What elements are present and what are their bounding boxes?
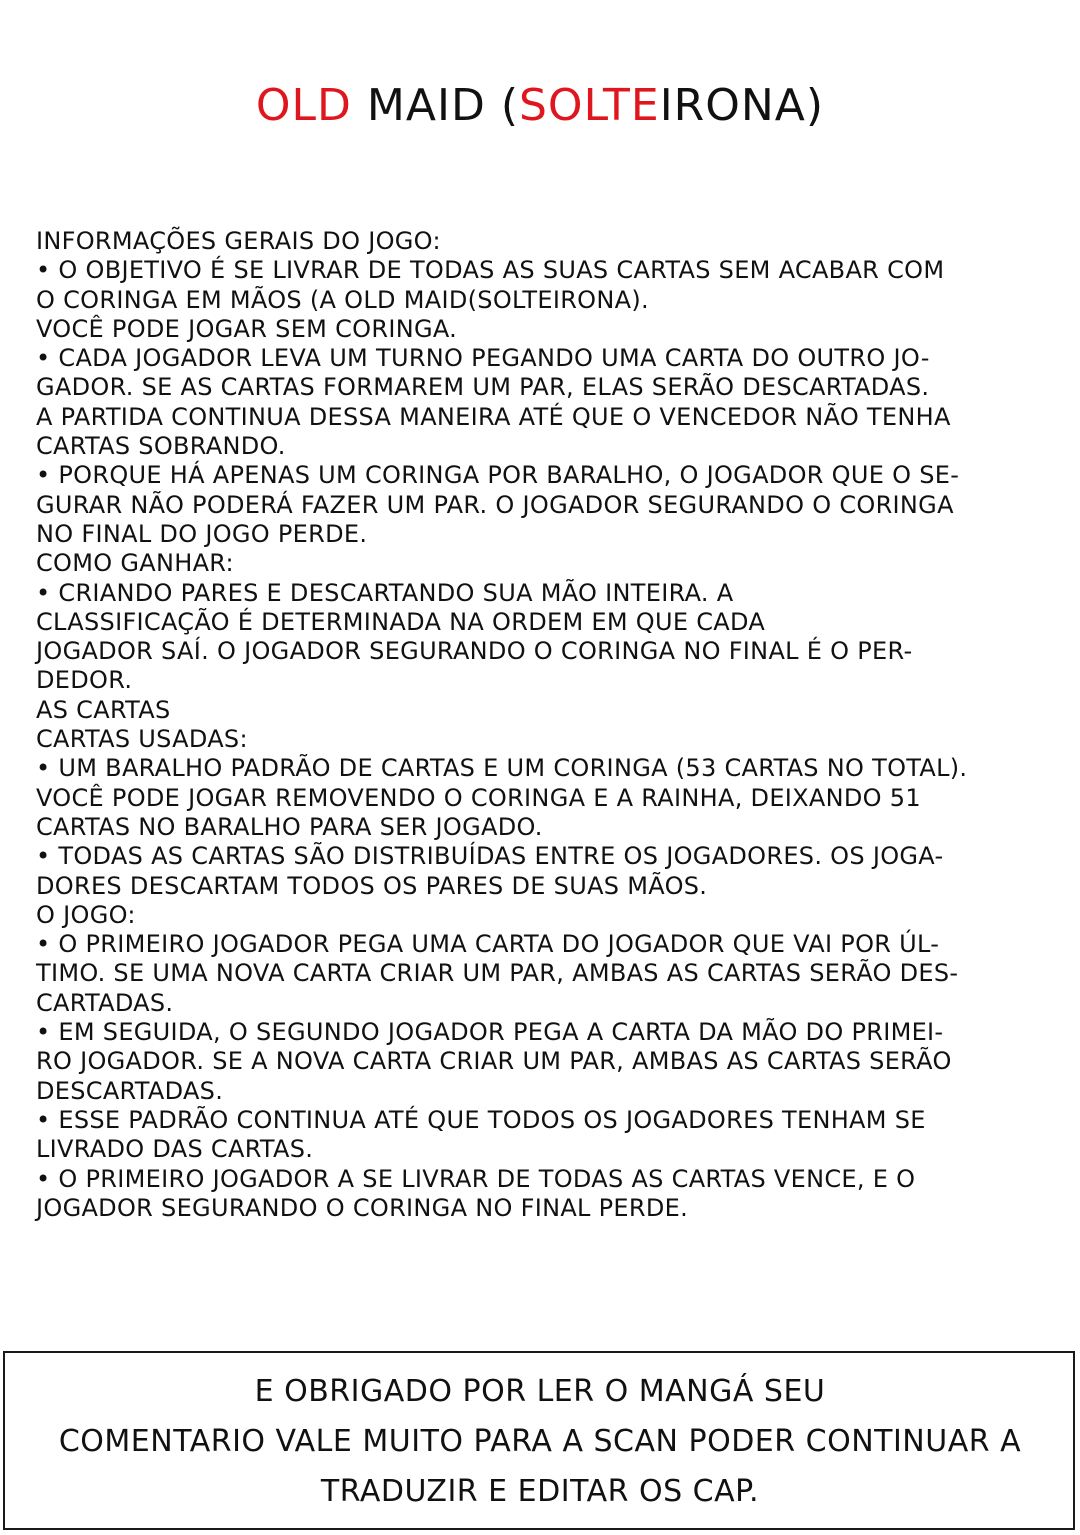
rules-line: • CADA JOGADOR LEVA UM TURNO PEGANDO UMA CARTA DO OUTRO JO- (36, 344, 930, 373)
rules-line: JOGADOR SEGURANDO O CORINGA NO FINAL PERDE. (36, 1193, 689, 1222)
title-solte: SOLTE (519, 80, 660, 131)
rules-line: CARTAS SOBRANDO. (36, 432, 286, 461)
rules-line: LIVRADO DAS CARTAS. (36, 1135, 314, 1164)
rules-line: O JOGO: (36, 900, 136, 929)
rules-line: O CORINGA EM MÃOS (A OLD MAID(SOLTEIRONA). (36, 285, 649, 314)
rules-line: CARTAS NO BARALHO PARA SER JOGADO. (36, 812, 543, 841)
rules-line: CLASSIFICAÇÃO É DETERMINADA NA ORDEM EM QUE CADA (36, 607, 766, 636)
footer-line: E OBRIGADO POR LER O MANGÁ SEU (254, 1374, 826, 1409)
rules-line: TIMO. SE UMA NOVA CARTA CRIAR UM PAR, AMBAS AS CARTAS SERÃO DES- (36, 959, 959, 988)
rules-line: VOCÊ PODE JOGAR SEM CORINGA. (36, 314, 458, 343)
rules-line: • EM SEGUIDA, O SEGUNDO JOGADOR PEGA A CARTA DA MÃO DO PRIMEI- (36, 1018, 944, 1047)
rules-line: CARTADAS. (36, 988, 174, 1017)
rules-text (36, 227, 1046, 1223)
rules-line: COMO GANHAR: (36, 549, 234, 578)
title-old: OLD (255, 80, 352, 131)
footer-line: TRADUZIR E EDITAR OS CAP. (320, 1474, 760, 1509)
rules-line: RO JOGADOR. SE A NOVA CARTA CRIAR UM PAR, AMBAS AS CARTAS SERÃO (36, 1047, 952, 1076)
rules-line: • UM BARALHO PADRÃO DE CARTAS E UM CORINGA (53 CARTAS NO TOTAL). (36, 754, 968, 783)
rules-line: A PARTIDA CONTINUA DESSA MANEIRA ATÉ QUE O VENCEDOR NÃO TENHA (36, 402, 951, 431)
rules-line: • O PRIMEIRO JOGADOR PEGA UMA CARTA DO JOGADOR QUE VAI POR ÚL- (36, 930, 940, 959)
rules-line: CARTAS USADAS: (36, 725, 248, 754)
rules-line: GADOR. SE AS CARTAS FORMAREM UM PAR, ELAS SERÃO DESCARTADAS. (36, 373, 930, 402)
rules-line: JOGADOR SAÍ. O JOGADOR SEGURANDO O CORINGA NO FINAL É O PER- (36, 637, 913, 666)
page-title (0, 78, 1080, 134)
title-irona: IRONA) (659, 80, 825, 131)
rules-line: • O OBJETIVO É SE LIVRAR DE TODAS AS SUAS CARTAS SEM ACABAR COM (36, 256, 945, 285)
rules-line: INFORMAÇÕES GERAIS DO JOGO: (36, 227, 441, 255)
rules-line: DORES DESCARTAM TODOS OS PARES DE SUAS MÃOS. (36, 871, 708, 900)
rules-line: DEDOR. (36, 666, 133, 695)
rules-line: • ESSE PADRÃO CONTINUA ATÉ QUE TODOS OS JOGADORES TENHAM SE (36, 1105, 926, 1134)
footer-line: COMENTARIO VALE MUITO PARA A SCAN PODER CONTINUAR A (58, 1424, 1022, 1459)
footer-message (0, 1367, 1080, 1517)
rules-line: AS CARTAS (36, 695, 171, 724)
rules-line: DESCARTADAS. (36, 1076, 224, 1105)
rules-line: • O PRIMEIRO JOGADOR A SE LIVRAR DE TODAS AS CARTAS VENCE, E O (36, 1164, 916, 1193)
rules-line: VOCÊ PODE JOGAR REMOVENDO O CORINGA E A RAINHA, DEIXANDO 51 (36, 783, 921, 812)
rules-line: NO FINAL DO JOGO PERDE. (36, 519, 368, 548)
title-maid: MAID ( (351, 80, 519, 131)
rules-line: • CRIANDO PARES E DESCARTANDO SUA MÃO INTEIRA. A (36, 578, 734, 607)
rules-line: • TODAS AS CARTAS SÃO DISTRIBUÍDAS ENTRE OS JOGADORES. OS JOGA- (36, 842, 944, 871)
rules-line: GURAR NÃO PODERÁ FAZER UM PAR. O JOGADOR SEGURANDO O CORINGA (36, 490, 954, 519)
rules-line: • PORQUE HÁ APENAS UM CORINGA POR BARALHO, O JOGADOR QUE O SE- (36, 461, 960, 490)
